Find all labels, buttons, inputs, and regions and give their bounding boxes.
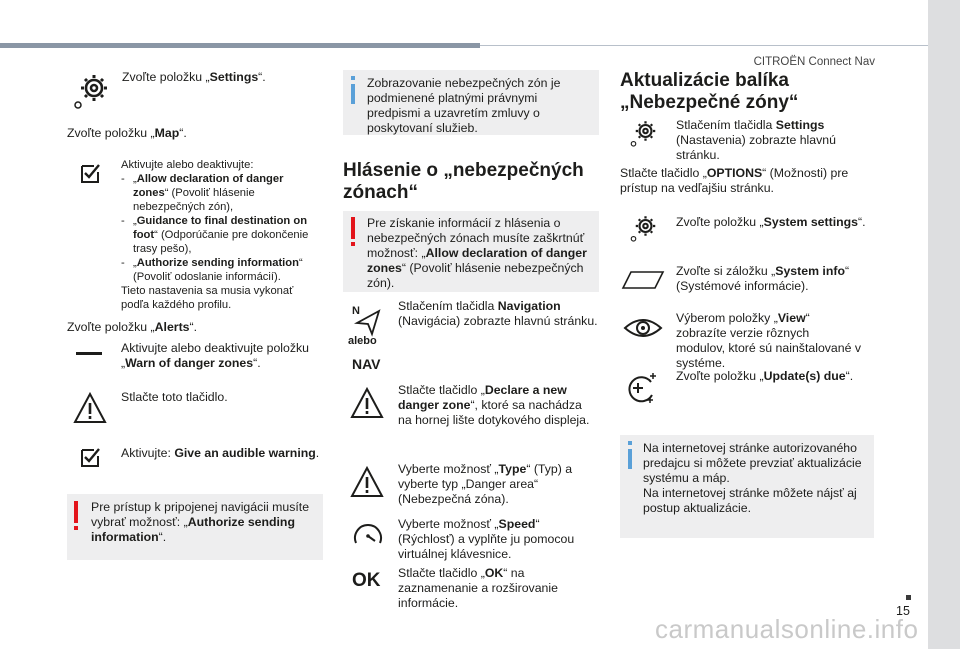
text-bold: Guidance to final destination on foot <box>133 215 308 241</box>
text: Stlačte tlačidlo „ <box>398 566 485 580</box>
section-heading: Aktualizácie balíka „Nebezpečné zóny“ <box>620 70 799 113</box>
tab-icon <box>621 270 665 290</box>
watermark: carmanualsonline.info <box>655 614 919 644</box>
text: Stlačte tlačidlo „ <box>620 166 707 180</box>
list-item <box>121 172 321 214</box>
text-bold: View <box>777 311 806 325</box>
warning-triangle-icon <box>350 387 384 419</box>
dash: - <box>121 215 125 227</box>
text-bold: Speed <box>498 517 536 531</box>
text: (Nastavenia) zobrazte hlavnú stránku. <box>676 133 836 162</box>
step-audible <box>121 446 331 461</box>
profile-note: Tieto nastavenia sa musia vykonať podľa každého profilu. <box>121 285 294 311</box>
text-bold: Navigation <box>497 299 561 313</box>
text: “ (Rýchlosť) a vyplňte ju pomocou virtuálnej klávesnice. <box>398 517 575 561</box>
activate-block <box>121 158 321 312</box>
info-icon <box>351 76 355 80</box>
text: “. <box>258 70 266 84</box>
page-end-marker <box>906 595 911 600</box>
text-bold: Allow declaration of danger zones <box>367 246 587 275</box>
text-bold: Authorize sending information <box>91 515 295 544</box>
warning-exclamation-dot <box>351 242 355 246</box>
text: “ (Povoliť odoslanie informácií). <box>133 257 303 283</box>
step-options <box>620 166 860 196</box>
text: Zvoľte položku „ <box>676 215 764 229</box>
text: “. <box>845 369 854 383</box>
text-bold: Alerts <box>154 320 190 334</box>
text: “. <box>158 530 167 544</box>
text-bold: Declare a new danger zone <box>398 383 567 412</box>
text: Aktivujte: <box>121 446 175 460</box>
step-declare <box>398 383 598 428</box>
text-bold: Type <box>498 462 527 476</box>
text: (Navigácia) zobrazte hlavnú stránku. <box>398 314 598 328</box>
step-update <box>676 369 866 384</box>
text: Vyberte možnosť „ <box>398 462 499 476</box>
step-alerts <box>67 320 307 335</box>
text: Zvoľte položku „ <box>676 369 764 383</box>
brand-title: CITROËN Connect Nav <box>753 56 875 68</box>
page-number: 15 <box>896 604 910 618</box>
text: “ zobrazíte verzie rôznych modulov, ktoré sú nainštalované v systéme. <box>676 311 862 370</box>
text: “, ktoré sa nachádza na hornej lište dotykového displeja. <box>398 398 590 427</box>
text: Aktivujte alebo deaktivujte položku „ <box>121 341 309 370</box>
text: Pre získanie informácií z hlásenia o nebezpečných zónach musíte zaškrtnúť možnosť: „ <box>367 216 585 260</box>
activate-intro: Aktivujte alebo deaktivujte: <box>121 159 254 171</box>
text: “ (Povoliť hlásenie nebezpečných zón). <box>367 261 584 290</box>
info-text: Na internetovej stránke autorizovaného predajcu si môžete prevziať aktualizácie systému a máp. Na internetovej stránke môžete nájsť aj postup aktualizácie. <box>643 441 862 515</box>
step-map <box>67 126 307 141</box>
text-bold: System info <box>775 264 845 278</box>
alebo-label: alebo <box>348 335 377 347</box>
text-bold: Allow declaration of danger zones <box>133 173 284 199</box>
step-settings <box>122 70 312 85</box>
step-press: Stlačte toto tlačidlo. <box>121 390 228 404</box>
navigation-arrow-icon <box>352 303 382 337</box>
text: “ (Typ) a vyberte typ „Danger area“ (Nebezpečná zóna). <box>398 462 573 506</box>
text-bold: System settings <box>763 215 858 229</box>
header-bar-thin <box>480 45 928 46</box>
text: “ (Systémové informácie). <box>676 264 850 293</box>
header-bar <box>0 43 480 48</box>
text: “ (Možnosti) pre prístup na vedľajšiu stránku. <box>620 166 849 195</box>
list-text <box>133 214 321 256</box>
settings-gear-icon <box>629 213 659 245</box>
text-bold: OK <box>484 566 504 580</box>
text: Zvoľte položku „ <box>122 70 210 84</box>
text: Zvoľte si záložku „ <box>676 264 776 278</box>
list-item <box>121 214 321 256</box>
text: “ (Odporúčanie pre dokončenie trasy pešo), <box>133 229 309 255</box>
text: “. <box>857 215 866 229</box>
checkbox-icon <box>80 162 102 184</box>
text-bold: Warn of danger zones <box>125 356 254 370</box>
side-strip <box>928 0 960 649</box>
list-item <box>121 256 321 284</box>
text: „ <box>133 173 137 185</box>
text: Stlačte tlačidlo „ <box>398 383 485 397</box>
text-bold: Settings <box>775 118 825 132</box>
step-system-settings <box>676 215 866 230</box>
step-system-info <box>676 264 866 294</box>
checkbox-icon <box>80 446 102 468</box>
step-warn <box>121 341 316 371</box>
text: Zvoľte položku „ <box>67 126 155 140</box>
text-bold: Update(s) due <box>763 369 846 383</box>
nav-button-label: NAV <box>352 356 381 372</box>
warning-triangle-icon <box>73 392 107 424</box>
step-ok <box>398 566 598 611</box>
text-bold: OPTIONS <box>706 166 763 180</box>
warning-text <box>91 500 315 545</box>
warning-exclamation-icon <box>74 501 78 523</box>
text: „ <box>133 215 137 227</box>
dash: - <box>121 257 125 269</box>
text: “ (Povoliť hlásenie nebezpečných zón), <box>133 187 255 213</box>
text: Stlačením tlačidla <box>676 118 776 132</box>
text: „ <box>133 257 137 269</box>
eye-icon <box>623 316 663 340</box>
info-icon-bar <box>351 84 355 104</box>
step-view <box>676 311 861 371</box>
svg-text:N: N <box>352 305 360 317</box>
text: . <box>315 446 320 460</box>
info-text: Zobrazovanie nebezpečných zón je podmienené platnými právnymi predpismi a uzavretím zmluvy o poskytovaní služieb. <box>367 76 561 135</box>
speedometer-icon <box>352 519 384 549</box>
step-navigation <box>398 299 598 329</box>
text-bold: Give an audible warning <box>174 446 316 460</box>
warning-exclamation-icon <box>351 217 355 239</box>
section-heading: Hlásenie o „nebezpečných zónach“ <box>343 160 584 203</box>
dash: - <box>121 173 125 185</box>
text: Vyberte možnosť „ <box>398 517 499 531</box>
step-speed <box>398 517 598 562</box>
text: Zvoľte položku „ <box>67 320 155 334</box>
warning-triangle-icon <box>350 466 384 498</box>
step-settings <box>676 118 856 163</box>
text: Výberom položky „ <box>676 311 778 325</box>
settings-gear-icon <box>72 72 112 112</box>
warning-text <box>367 216 593 291</box>
text: “ na zaznamenanie a rozširovanie informácie. <box>398 566 558 610</box>
text-bold: Authorize sending information <box>136 257 299 269</box>
text: “. <box>179 126 187 140</box>
list-text <box>133 172 321 214</box>
text-bold: Settings <box>209 70 259 84</box>
warning-exclamation-dot <box>74 526 78 530</box>
ok-button-label: OK <box>352 570 381 591</box>
text: Stlačením tlačidla <box>398 299 498 313</box>
info-icon <box>628 441 632 445</box>
toggle-icon <box>76 351 102 357</box>
text: “. <box>253 356 261 370</box>
text-bold: Map <box>154 126 180 140</box>
text: “. <box>189 320 198 334</box>
info-icon-bar <box>628 449 632 469</box>
settings-gear-icon <box>629 118 659 150</box>
update-icon <box>624 370 660 406</box>
text: Pre prístup k pripojenej navigácii musíte vybrať možnosť: „ <box>91 500 310 529</box>
list-text <box>133 256 321 284</box>
step-type <box>398 462 598 507</box>
